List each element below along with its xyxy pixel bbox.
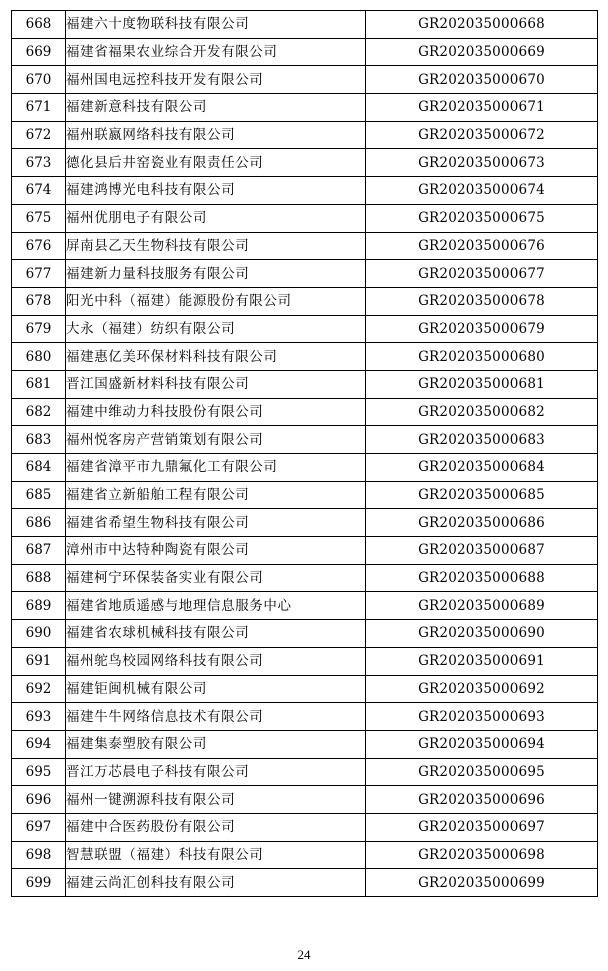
- certificate-code-cell: GR202035000683: [366, 426, 598, 454]
- row-number-cell: 688: [12, 564, 66, 592]
- company-name-cell: 福建云尚汇创科技有限公司: [66, 869, 366, 897]
- company-name-cell: 福建省地质遥感与地理信息服务中心: [66, 592, 366, 620]
- table-row: [12, 481, 598, 509]
- certificate-code-cell: GR202035000669: [366, 38, 598, 66]
- table-row: [12, 370, 598, 398]
- row-number-cell: 697: [12, 813, 66, 841]
- table-row: [12, 454, 598, 482]
- row-number-cell: 672: [12, 121, 66, 149]
- row-number-cell: 686: [12, 509, 66, 537]
- row-number-cell: 674: [12, 177, 66, 205]
- certificate-code-cell: GR202035000687: [366, 537, 598, 565]
- certificate-table: [11, 10, 598, 897]
- row-number-cell: 691: [12, 647, 66, 675]
- table-row: [12, 232, 598, 260]
- certificate-code-cell: GR202035000676: [366, 232, 598, 260]
- row-number-cell: 668: [12, 11, 66, 39]
- certificate-code-cell: GR202035000686: [366, 509, 598, 537]
- certificate-code-cell: GR202035000673: [366, 149, 598, 177]
- company-name-cell: 福建惠亿美环保材料科技有限公司: [66, 343, 366, 371]
- table-row: [12, 343, 598, 371]
- table-row: [12, 11, 598, 39]
- company-name-cell: 德化县后井窑瓷业有限责任公司: [66, 149, 366, 177]
- table-row: [12, 94, 598, 122]
- row-number-cell: 683: [12, 426, 66, 454]
- row-number-cell: 684: [12, 454, 66, 482]
- certificate-code-cell: GR202035000690: [366, 620, 598, 648]
- row-number-cell: 671: [12, 94, 66, 122]
- company-name-cell: 福州一键溯源科技有限公司: [66, 786, 366, 814]
- company-name-cell: 福建六十度物联科技有限公司: [66, 11, 366, 39]
- company-name-cell: 福建省农球机械科技有限公司: [66, 620, 366, 648]
- certificate-code-cell: GR202035000672: [366, 121, 598, 149]
- company-name-cell: 福建新力量科技服务有限公司: [66, 260, 366, 288]
- certificate-code-cell: GR202035000696: [366, 786, 598, 814]
- table-row: [12, 675, 598, 703]
- company-name-cell: 福建省漳平市九鼎氟化工有限公司: [66, 454, 366, 482]
- table-row: [12, 509, 598, 537]
- company-name-cell: 福建牛牛网络信息技术有限公司: [66, 703, 366, 731]
- certificate-code-cell: GR202035000685: [366, 481, 598, 509]
- company-name-cell: 福建鸿博光电科技有限公司: [66, 177, 366, 205]
- certificate-code-cell: GR202035000678: [366, 287, 598, 315]
- row-number-cell: 682: [12, 398, 66, 426]
- table-row: [12, 869, 598, 897]
- table-row: [12, 260, 598, 288]
- company-name-cell: 屏南县乙天生物科技有限公司: [66, 232, 366, 260]
- table-row: [12, 564, 598, 592]
- company-name-cell: 福建中合医药股份有限公司: [66, 813, 366, 841]
- row-number-cell: 692: [12, 675, 66, 703]
- table-row: [12, 38, 598, 66]
- row-number-cell: 676: [12, 232, 66, 260]
- row-number-cell: 680: [12, 343, 66, 371]
- table-row: [12, 66, 598, 94]
- table-row: [12, 121, 598, 149]
- certificate-code-cell: GR202035000692: [366, 675, 598, 703]
- row-number-cell: 673: [12, 149, 66, 177]
- table-row: [12, 620, 598, 648]
- company-name-cell: 福州悦客房产营销策划有限公司: [66, 426, 366, 454]
- table-row: [12, 537, 598, 565]
- row-number-cell: 694: [12, 730, 66, 758]
- row-number-cell: 685: [12, 481, 66, 509]
- certificate-code-cell: GR202035000694: [366, 730, 598, 758]
- certificate-code-cell: GR202035000679: [366, 315, 598, 343]
- table-row: [12, 149, 598, 177]
- row-number-cell: 695: [12, 758, 66, 786]
- table-row: [12, 703, 598, 731]
- certificate-code-cell: GR202035000699: [366, 869, 598, 897]
- company-name-cell: 福州优朋电子有限公司: [66, 204, 366, 232]
- table-row: [12, 786, 598, 814]
- company-name-cell: 福建省福果农业综合开发有限公司: [66, 38, 366, 66]
- certificate-code-cell: GR202035000689: [366, 592, 598, 620]
- table-row: [12, 592, 598, 620]
- certificate-code-cell: GR202035000684: [366, 454, 598, 482]
- certificate-code-cell: GR202035000670: [366, 66, 598, 94]
- row-number-cell: 675: [12, 204, 66, 232]
- company-name-cell: 福建集泰塑胶有限公司: [66, 730, 366, 758]
- row-number-cell: 689: [12, 592, 66, 620]
- certificate-code-cell: GR202035000675: [366, 204, 598, 232]
- company-name-cell: 福建柯宁环保装备实业有限公司: [66, 564, 366, 592]
- certificate-code-cell: GR202035000691: [366, 647, 598, 675]
- row-number-cell: 678: [12, 287, 66, 315]
- certificate-code-cell: GR202035000681: [366, 370, 598, 398]
- row-number-cell: 681: [12, 370, 66, 398]
- company-name-cell: 福州国电远控科技开发有限公司: [66, 66, 366, 94]
- page-number: 24: [297, 947, 311, 962]
- row-number-cell: 693: [12, 703, 66, 731]
- certificate-code-cell: GR202035000682: [366, 398, 598, 426]
- company-name-cell: 福建新意科技有限公司: [66, 94, 366, 122]
- certificate-code-cell: GR202035000693: [366, 703, 598, 731]
- table-row: [12, 730, 598, 758]
- company-name-cell: 福建钜闽机械有限公司: [66, 675, 366, 703]
- row-number-cell: 677: [12, 260, 66, 288]
- company-name-cell: 福建省立新船舶工程有限公司: [66, 481, 366, 509]
- row-number-cell: 687: [12, 537, 66, 565]
- company-name-cell: 漳州市中达特种陶瓷有限公司: [66, 537, 366, 565]
- table-row: [12, 287, 598, 315]
- certificate-code-cell: GR202035000695: [366, 758, 598, 786]
- table-row: [12, 315, 598, 343]
- certificate-code-cell: GR202035000668: [366, 11, 598, 39]
- company-name-cell: 阳光中科（福建）能源股份有限公司: [66, 287, 366, 315]
- certificate-code-cell: GR202035000688: [366, 564, 598, 592]
- company-name-cell: 福建中维动力科技股份有限公司: [66, 398, 366, 426]
- table-row: [12, 647, 598, 675]
- company-name-cell: 大永（福建）纺织有限公司: [66, 315, 366, 343]
- company-name-cell: 晋江国盛新材料科技有限公司: [66, 370, 366, 398]
- table-row: [12, 204, 598, 232]
- certificate-code-cell: GR202035000680: [366, 343, 598, 371]
- row-number-cell: 690: [12, 620, 66, 648]
- row-number-cell: 699: [12, 869, 66, 897]
- company-name-cell: 福州联嬴网络科技有限公司: [66, 121, 366, 149]
- row-number-cell: 679: [12, 315, 66, 343]
- row-number-cell: 670: [12, 66, 66, 94]
- row-number-cell: 698: [12, 841, 66, 869]
- row-number-cell: 696: [12, 786, 66, 814]
- certificate-code-cell: GR202035000677: [366, 260, 598, 288]
- company-name-cell: 福州鸵鸟校园网络科技有限公司: [66, 647, 366, 675]
- table-row: [12, 398, 598, 426]
- company-name-cell: 福建省希望生物科技有限公司: [66, 509, 366, 537]
- row-number-cell: 669: [12, 38, 66, 66]
- company-name-cell: 晋江万芯晨电子科技有限公司: [66, 758, 366, 786]
- table-row: [12, 813, 598, 841]
- table-row: [12, 426, 598, 454]
- table-row: [12, 841, 598, 869]
- table-row: [12, 177, 598, 205]
- certificate-table-body: [12, 11, 598, 897]
- table-row: [12, 758, 598, 786]
- company-name-cell: 智慧联盟（福建）科技有限公司: [66, 841, 366, 869]
- certificate-code-cell: GR202035000674: [366, 177, 598, 205]
- certificate-code-cell: GR202035000697: [366, 813, 598, 841]
- certificate-code-cell: GR202035000698: [366, 841, 598, 869]
- certificate-code-cell: GR202035000671: [366, 94, 598, 122]
